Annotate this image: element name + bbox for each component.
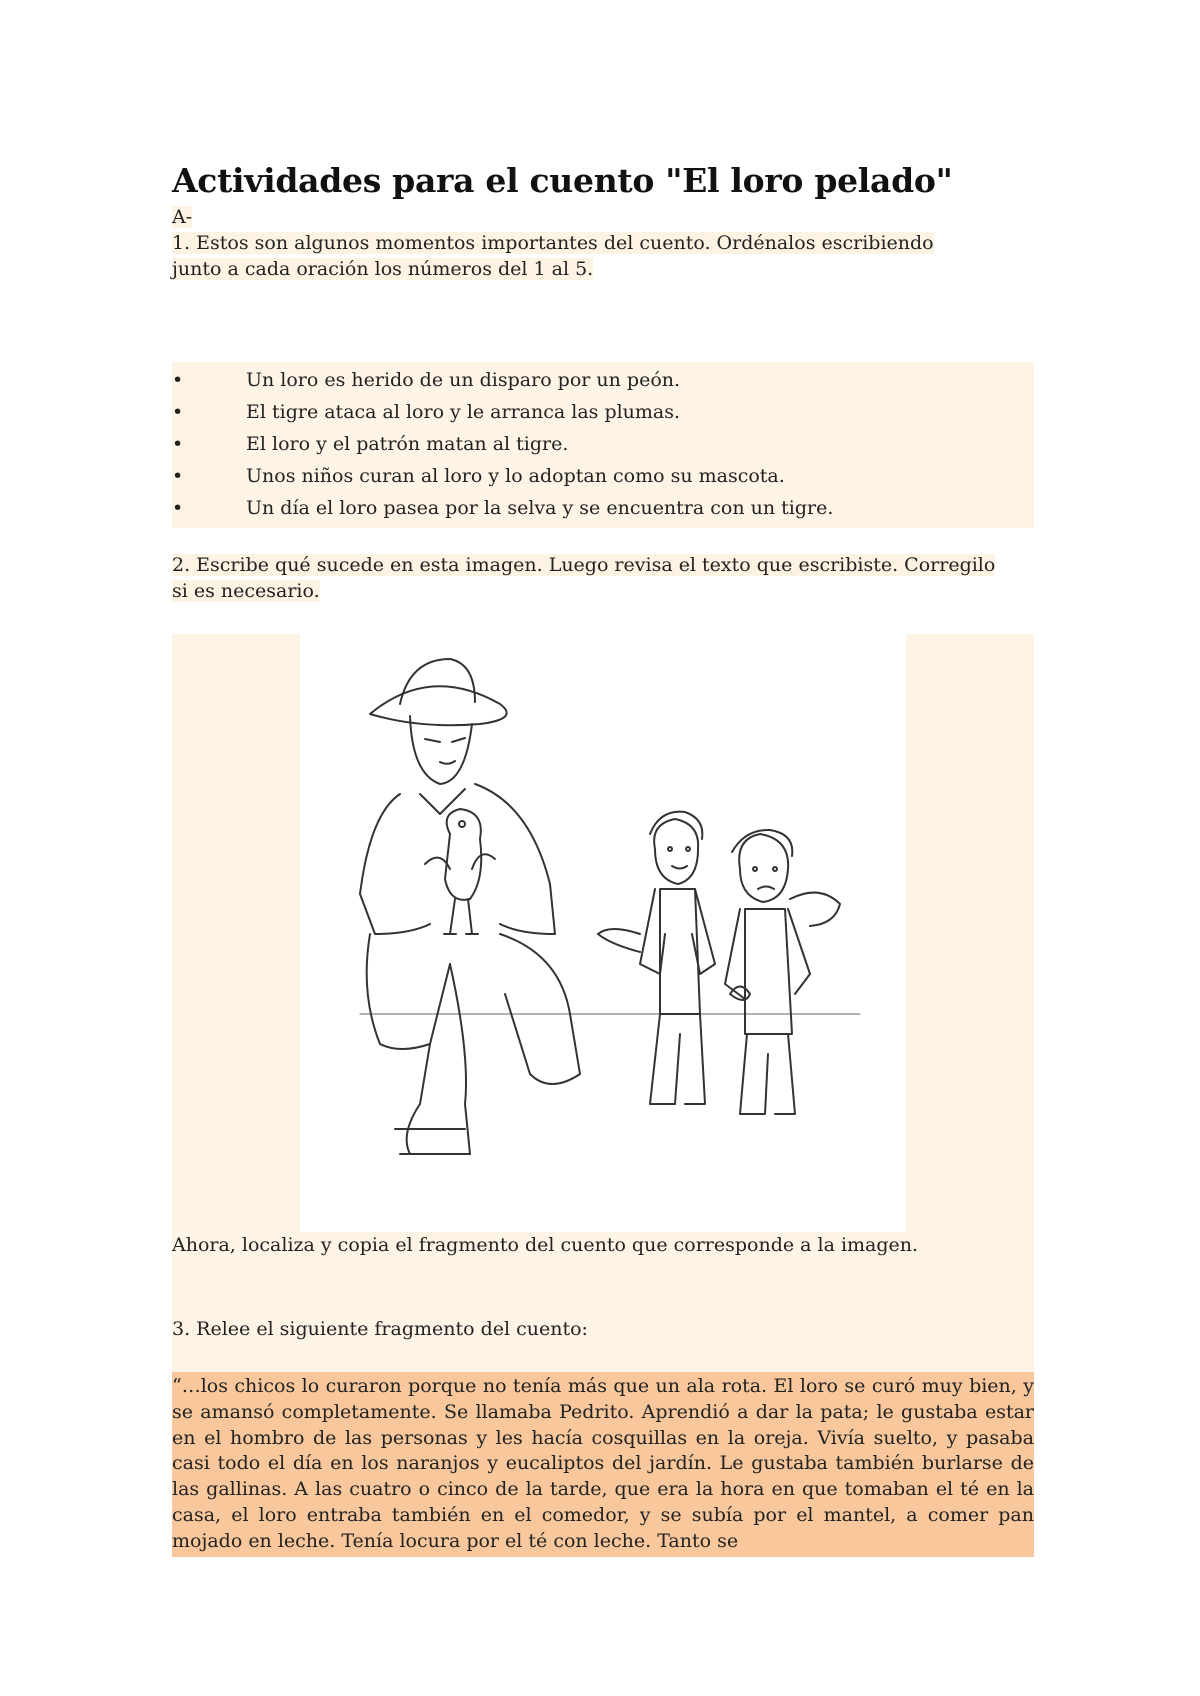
list-item: • Un loro es herido de un disparo por un peón.	[172, 369, 681, 391]
illustration-block	[172, 634, 1034, 1232]
list-item: • Unos niños curan al loro y lo adoptan como su mascota.	[172, 465, 785, 487]
events-list	[172, 362, 1034, 528]
illustration	[300, 634, 906, 1232]
question-3: 3. Relee el siguiente fragmento del cuento:	[172, 1310, 1034, 1358]
worksheet-page	[172, 160, 1034, 1552]
question-2: 2. Escribe qué sucede en esta imagen. Luego revisa el texto que escribiste. Corregilo si es necesario.	[172, 554, 996, 602]
copy-instruction: Ahora, localiza y copia el fragmento del cuento que corresponde a la imagen.	[172, 1232, 1034, 1262]
list-item: • El tigre ataca al loro y le arranca las plumas.	[172, 401, 681, 423]
page-title: Actividades para el cuento "El loro pelado"	[172, 161, 953, 200]
list-item: • El loro y el patrón matan al tigre.	[172, 433, 569, 455]
spacer	[172, 1262, 1034, 1310]
question-1: 1. Estos son algunos momentos importantes del cuento. Ordénalos escribiendo junto a cada oración los números del 1 al 5.	[172, 232, 934, 280]
spacer	[172, 1358, 1034, 1372]
section-label: A-	[172, 206, 193, 228]
list-item: • Un día el loro pasea por la selva y se encuentra con un tigre.	[172, 497, 834, 519]
story-fragment: “…los chicos lo curaron porque no tenía más que un ala rota. El loro se curó muy bien, y se amansó completamente. Se llamaba Pedrito. Aprendió a dar la pata; le gustaba estar en el hombro de las personas y les hacía cosquillas en la oreja. Vivía suelto, y pasaba casi todo el día en los naranjos y eucaliptos del jardín. Le gustaba también burlarse de las gallinas. A las cuatro o cinco de la tarde, que era la hora en que tomaban el té en la casa, el loro entraba también en el comedor, y se subía por el mantel, a comer pan mojado en leche. Tenía locura por el té con leche. Tanto se	[172, 1372, 1034, 1557]
man-and-children-illustration	[300, 634, 906, 1232]
